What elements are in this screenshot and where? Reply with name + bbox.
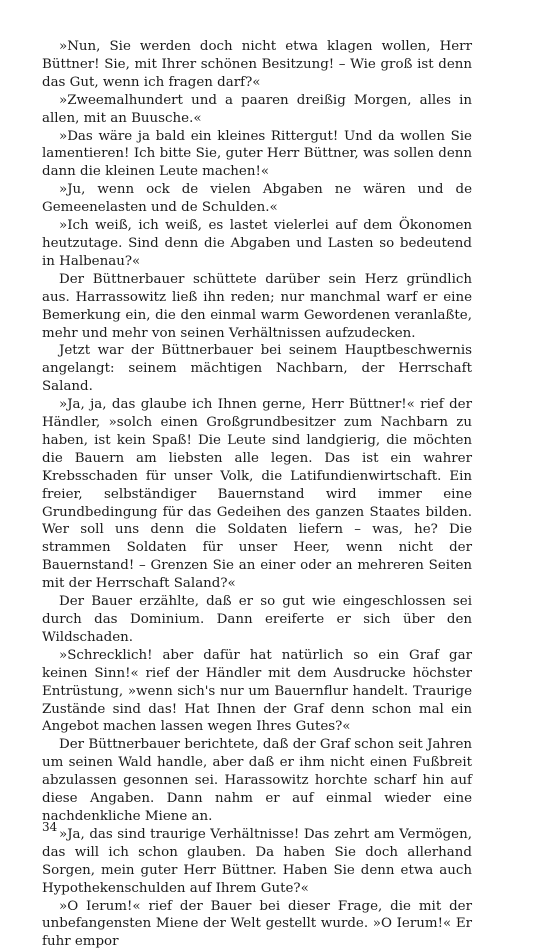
paragraph: »O Ierum!« rief der Bauer bei dieser Frage, die mit der unbefangensten Miene der Welt gestellt wurde. »O Ierum!« Er fuhr empor (42, 898, 472, 951)
paragraph: Der Bauer erzählte, daß er so gut wie eingeschlossen sei durch das Dominium. Dann ereiferte er sich über den Wildschaden. (42, 593, 472, 647)
paragraph: »Schrecklich! aber dafür hat natürlich so ein Graf gar keinen Sinn!« rief der Händler mit dem Ausdrucke höchster Entrüstung, »wenn sich's nur um Bauernflur handelt. Traurige Zustände sind das! Hat Ihnen der Graf denn schon mal ein Angebot machen lassen wegen Ihres Gutes?« (42, 647, 472, 737)
paragraph: Jetzt war der Büttnerbauer bei seinem Hauptbeschwernis angelangt: seinem mächtigen Nachbarn, der Herrschaft Saland. (42, 342, 472, 396)
paragraph: Der Büttnerbauer berichtete, daß der Graf schon seit Jahren um seinen Wald handle, aber daß er ihm nicht einen Fußbreit abzulassen gesonnen sei. Harassowitz horchte scharf hin auf diese Angaben. Dann nahm er auf einmal wieder eine nachdenkliche Miene an. (42, 736, 472, 826)
paragraph: »Nun, Sie werden doch nicht etwa klagen wollen, Herr Büttner! Sie, mit Ihrer schönen Besitzung! – Wie groß ist denn das Gut, wenn ich fragen darf?« (42, 38, 472, 92)
page-number: 34 (42, 820, 57, 834)
paragraph: »Das wäre ja bald ein kleines Rittergut! Und da wollen Sie lamentieren! Ich bitte Sie, guter Herr Büttner, was sollen denn dann die kleinen Leute machen!« (42, 128, 472, 182)
paragraph: »Zweemalhundert und a paaren dreißig Morgen, alles in allen, mit an Buusche.« (42, 92, 472, 128)
paragraph: »Ja, das sind traurige Verhältnisse! Das zehrt am Vermögen, das will ich schon glauben. Da haben Sie doch allerhand Sorgen, mein guter Herr Büttner. Haben Sie denn etwa auch Hypothekenschulden auf Ihrem Gute?« (42, 826, 472, 898)
paragraph: »Ju, wenn ock de vielen Abgaben ne wären und de Gemeenelasten und de Schulden.« (42, 181, 472, 217)
paragraph: Der Büttnerbauer schüttete darüber sein Herz gründlich aus. Harrassowitz ließ ihn reden; nur manchmal warf er eine Bemerkung ein, die den einmal warm Gewordenen veranlaßte, mehr und mehr von seinen Verhältnissen aufzudecken. (42, 271, 472, 343)
body-text (42, 38, 472, 951)
paragraph: »Ja, ja, das glaube ich Ihnen gerne, Herr Büttner!« rief der Händler, »solch einen Großgrundbesitzer zum Nachbarn zu haben, ist kein Spaß! Die Leute sind landgierig, die möchten die Bauern am liebsten alle legen. Das ist ein wahrer Krebsschaden für unser Volk, die Latifundienwirtschaft. Ein freier, selbständiger Bauernstand wird immer eine Grundbedingung für das Gedeihen des ganzen Staates bilden. Wer soll uns denn die Soldaten liefern – was, he? Die strammen Soldaten für unser Heer, wenn nicht der Bauernstand! – Grenzen Sie an einer oder an mehreren Seiten mit der Herrschaft Saland?« (42, 396, 472, 593)
paragraph: »Ich weiß, ich weiß, es lastet vielerlei auf dem Ökonomen heutzutage. Sind denn die Abgaben und Lasten so bedeutend in Halbenau?« (42, 217, 472, 271)
